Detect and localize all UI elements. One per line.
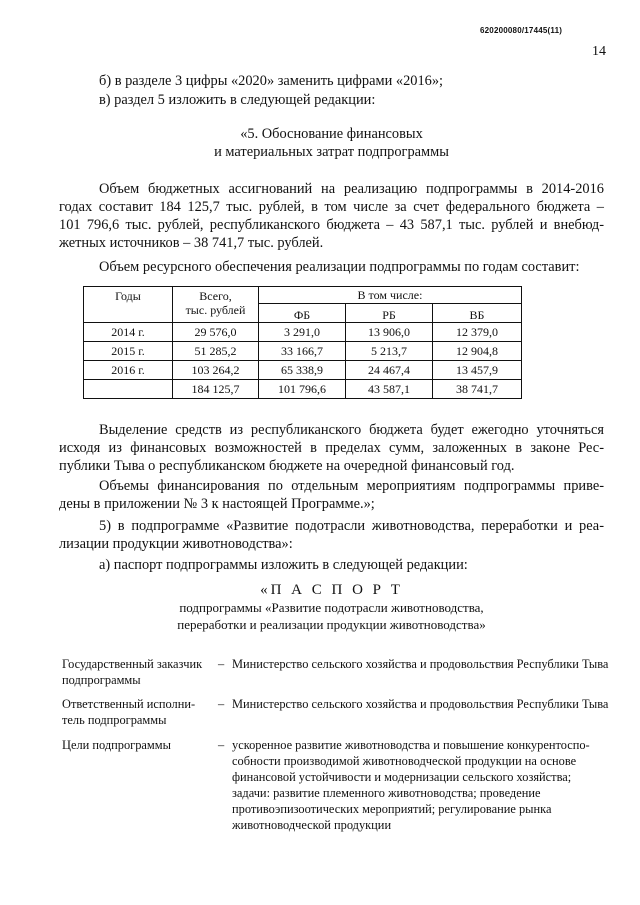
funding-table <box>83 286 522 399</box>
item5-line1: 5) в подпрограмме «Развитие подотрасли животноводства, переработки и реа- <box>99 518 604 534</box>
table-row: 2014 г. 29 576,0 3 291,0 13 906,0 12 379,0 <box>84 323 522 342</box>
item5-line2: лизации продукции животноводства»: <box>59 536 293 552</box>
para4-line1: Объемы финансирования по отдельным мероприятиям подпрограммы приве- <box>99 478 604 494</box>
para3-line3: публики Тыва о республиканском бюджете на очередной финансовый год. <box>59 458 515 474</box>
th-fb: ФБ <box>259 304 346 323</box>
para4-line2: дены в приложении № 3 к настоящей Программе.»; <box>59 496 375 512</box>
para1-line3: 101 796,6 тыс. рублей, республиканского бюджета – 43 587,1 тыс. рублей и внебюд- <box>59 217 604 233</box>
para2: Объем ресурсного обеспечения реализации подпрограммы по годам составит: <box>99 259 580 275</box>
th-rb: РБ <box>346 304 433 323</box>
amendment-item-v: в) раздел 5 изложить в следующей редакции: <box>99 92 376 108</box>
th-incl: В том числе: <box>259 287 522 304</box>
th-years: Годы <box>84 287 173 323</box>
passport-subtitle-line1: подпрограммы «Развитие подотрасли животноводства, <box>179 600 484 615</box>
passport-dash: – <box>218 697 225 711</box>
passport-label-customer: Государственный заказчик подпрограммы <box>62 657 203 687</box>
passport-value-goals: ускоренное развитие животноводства и повышение конкурентоспо-собности производимой животноводческой продукции на основе финансовой устойчивости и модернизации сельского хозяйства; задачи: развитие племенного животноводства; проведение противоэпизоотических мероприятий; регулирование рынка животноводческой продукции <box>232 738 590 832</box>
page-number: 14 <box>592 44 606 59</box>
section-title-line1: «5. Обоснование финансовых <box>240 126 423 142</box>
passport-dash: – <box>218 738 225 752</box>
passport-value-customer: Министерство сельского хозяйства и продовольствия Республики Тыва <box>232 657 609 671</box>
para1-line1: Объем бюджетных ассигнований на реализацию подпрограммы в 2014-2016 <box>99 181 604 197</box>
passport-value-executor: Министерство сельского хозяйства и продовольствия Республики Тыва <box>232 697 609 711</box>
table-row: 2016 г. 103 264,2 65 338,9 24 467,4 13 457,9 <box>84 361 522 380</box>
para3-line2: исходя из финансовых возможностей в пределах сумм, заложенных в законе Рес- <box>59 440 604 456</box>
passport-label-goals: Цели подпрограммы <box>62 738 171 752</box>
amendment-item-b: б) в разделе 3 цифры «2020» заменить цифрами «2016»; <box>99 73 444 89</box>
th-total: Всего, тыс. рублей <box>173 287 259 323</box>
section-title-line2: и материальных затрат подпрограммы <box>214 144 449 160</box>
passport-subtitle-line2: переработки и реализации продукции животноводства» <box>177 617 486 632</box>
th-vb: ВБ <box>433 304 522 323</box>
passport-label-executor: Ответственный исполни-тель подпрограммы <box>62 697 196 727</box>
para1-line2: годах составит 184 125,7 тыс. рублей, в том числе за счет федерального бюджета – <box>59 199 604 215</box>
passport-title: «П А С П О Р Т <box>260 582 403 598</box>
para1-line4: жетных источников – 38 741,7 тыс. рублей. <box>59 235 324 251</box>
document-id: 620200080/17445(11) <box>480 26 563 35</box>
para3-line1: Выделение средств из республиканского бюджета будет ежегодно уточняться <box>99 422 604 438</box>
item5-a: а) паспорт подпрограммы изложить в следующей редакции: <box>99 557 468 573</box>
table-row: 2015 г. 51 285,2 33 166,7 5 213,7 12 904,8 <box>84 342 522 361</box>
table-row-total: 184 125,7 101 796,6 43 587,1 38 741,7 <box>84 380 522 399</box>
passport-dash: – <box>218 657 225 671</box>
